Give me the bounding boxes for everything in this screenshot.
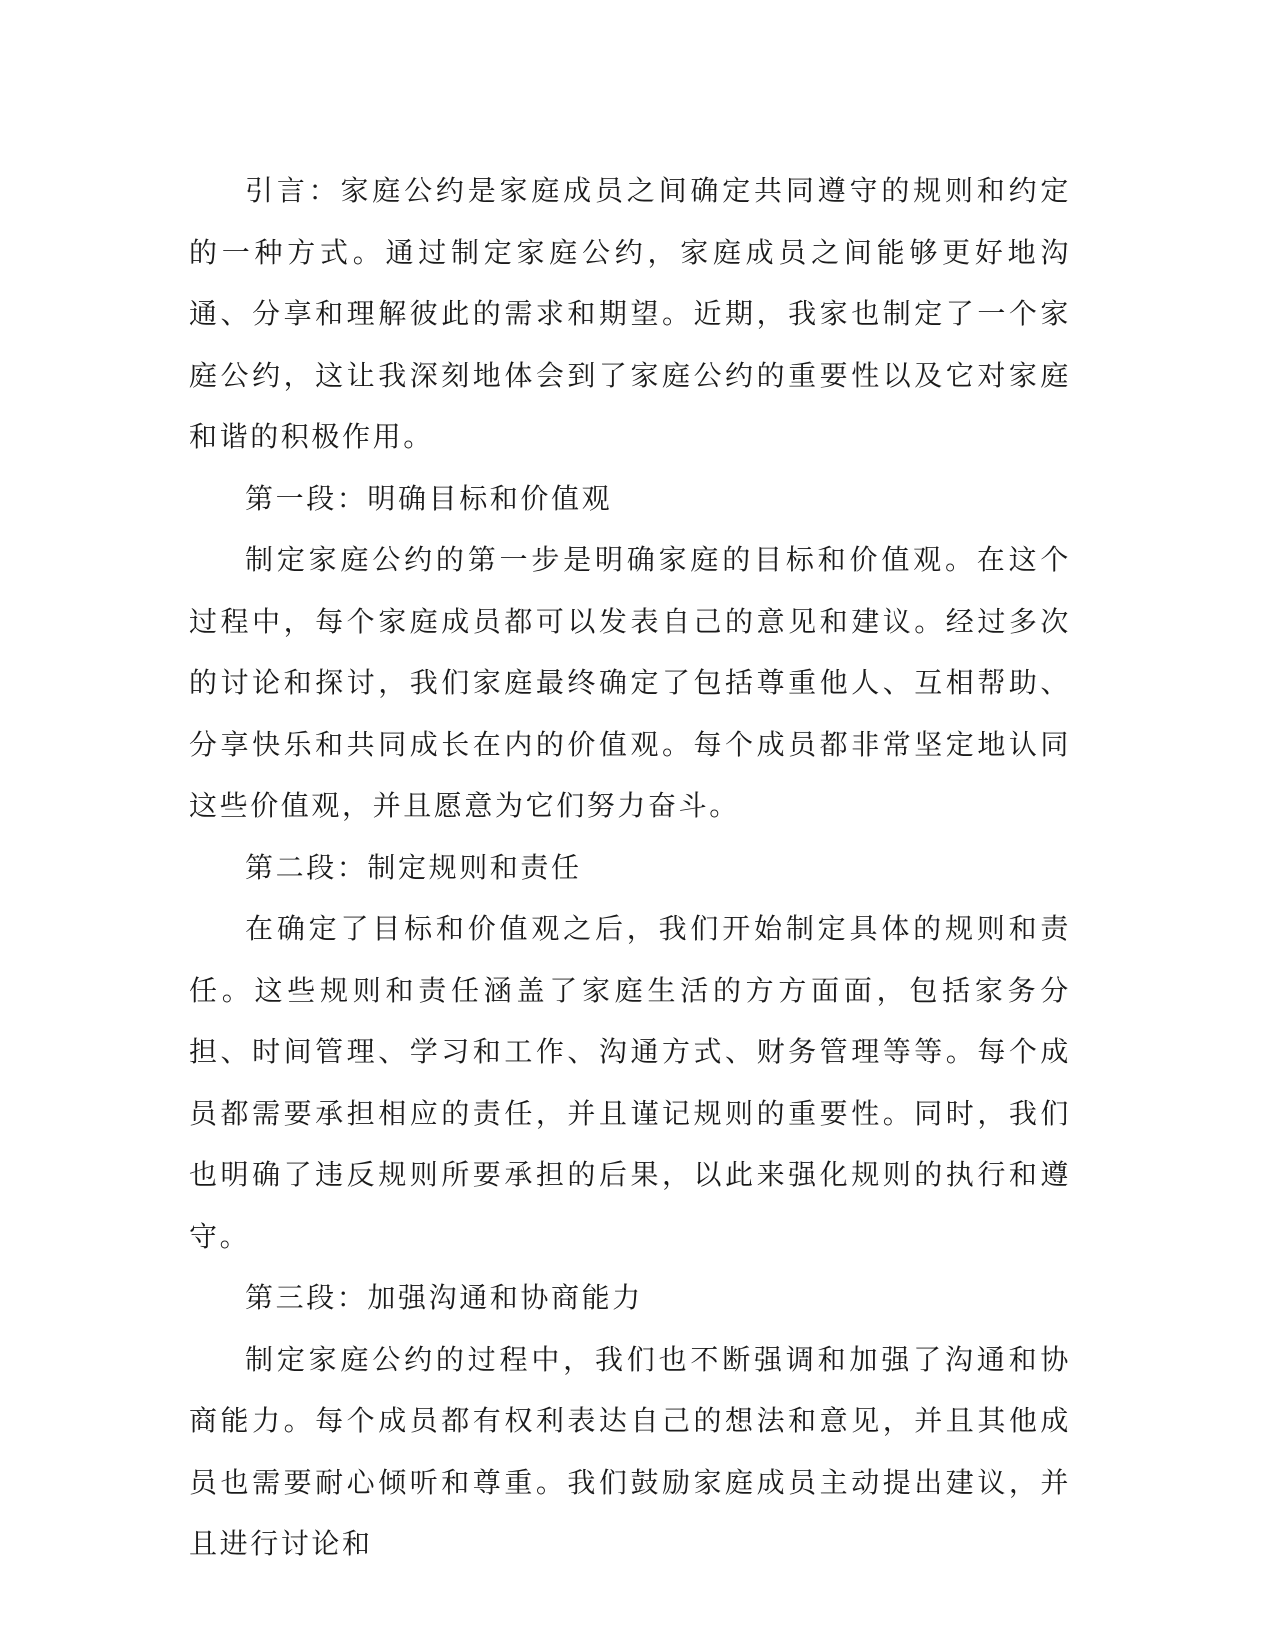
section-heading-2: 第二段：制定规则和责任 <box>245 850 582 884</box>
section-heading-3: 第三段：加强沟通和协商能力 <box>245 1281 643 1314</box>
section-paragraph-3: 制定家庭公约的过程中，我们也不断强调和加强了沟通和协商能力。每个成员都有权利表达自己的想法和意见，并且其他成员也需要耐心倾听和尊重。我们鼓励家庭成员主动提出建议，并且进行讨论和 <box>189 1342 1071 1560</box>
section-paragraph-2: 在确定了目标和价值观之后，我们开始制定具体的规则和责任。这些规则和责任涵盖了家庭生活的方方面面，包括家务分担、时间管理、学习和工作、沟通方式、财务管理等等。每个成员都需要承担相应的责任，并且谨记规则的重要性。同时，我们也明确了违反规则所要承担的后果，以此来强化规则的执行和遵守。 <box>189 912 1071 1253</box>
document-body <box>189 160 1071 1575</box>
section-heading-1: 第一段：明确目标和价值观 <box>245 481 613 515</box>
intro-paragraph: 引言：家庭公约是家庭成员之间确定共同遵守的规则和约定的一种方式。通过制定家庭公约，家庭成员之间能够更好地沟通、分享和理解彼此的需求和期望。近期，我家也制定了一个家庭公约，这让我深刻地体会到了家庭公约的重要性以及它对家庭和谐的积极作用。 <box>189 174 1071 453</box>
section-paragraph-1: 制定家庭公约的第一步是明确家庭的目标和价值观。在这个过程中，每个家庭成员都可以发表自己的意见和建议。经过多次的讨论和探讨，我们家庭最终确定了包括尊重他人、互相帮助、分享快乐和共同成长在内的价值观。每个成员都非常坚定地认同这些价值观，并且愿意为它们努力奋斗。 <box>189 543 1071 822</box>
